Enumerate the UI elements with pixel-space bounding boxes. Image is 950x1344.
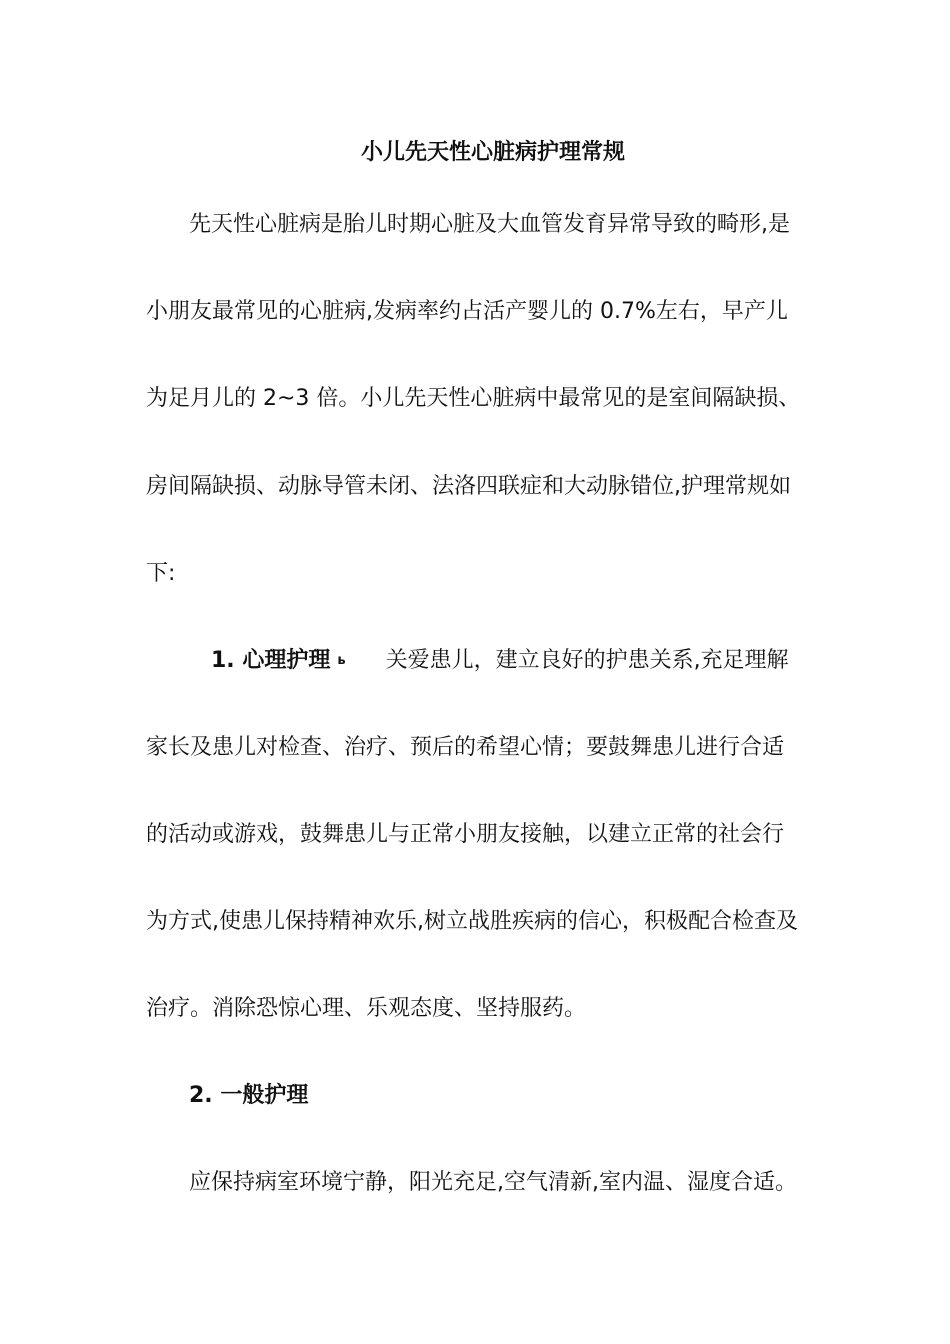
- section1-heading: 1. 心理护理: [211, 648, 331, 673]
- section1-line-5: 治疗。消除恐惊心理、乐观态度、坚持服药。: [146, 996, 587, 1021]
- section2-heading: 2. 一般护理: [189, 1083, 309, 1108]
- intro-line-5: 下:: [146, 561, 176, 586]
- section2-line-1: 应保持病室环境宁静，阳光充足,空气清新,室内温、湿度合适。: [189, 1170, 797, 1195]
- section1-line-4: 为方式,使患儿保持精神欢乐,树立战胜疾病的信心，积极配合检查及: [146, 909, 798, 934]
- section1-line-2: 家长及患儿对检查、治疗、预后的希望心情；要鼓舞患儿进行合适: [146, 735, 785, 760]
- section1-mark: ь: [337, 653, 346, 668]
- intro-line-2: 小朋友最常见的心脏病,发病率约占活产婴儿的 0.7%左右，早产儿: [146, 299, 788, 324]
- intro-line-3: 为足月儿的 2~3 倍。小儿先天性心脏病中最常见的是室间隔缺损、: [146, 386, 801, 411]
- intro-line-1: 先天性心脏病是胎儿时期心脏及大血管发育异常导致的畸形,是: [189, 212, 790, 237]
- section1-line-3: 的活动或游戏，鼓舞患儿与正常小朋友接触，以建立正常的社会行: [146, 822, 785, 847]
- section1-first-text: 关爱患儿，建立良好的护患关系,充足理解: [385, 648, 789, 673]
- intro-line-4: 房间隔缺损、动脉导管未闭、法洛四联症和大动脉错位,护理常规如: [146, 474, 791, 499]
- document-title: 小儿先天性心脏病护理常规: [360, 140, 625, 165]
- section1-first-line: [211, 646, 789, 676]
